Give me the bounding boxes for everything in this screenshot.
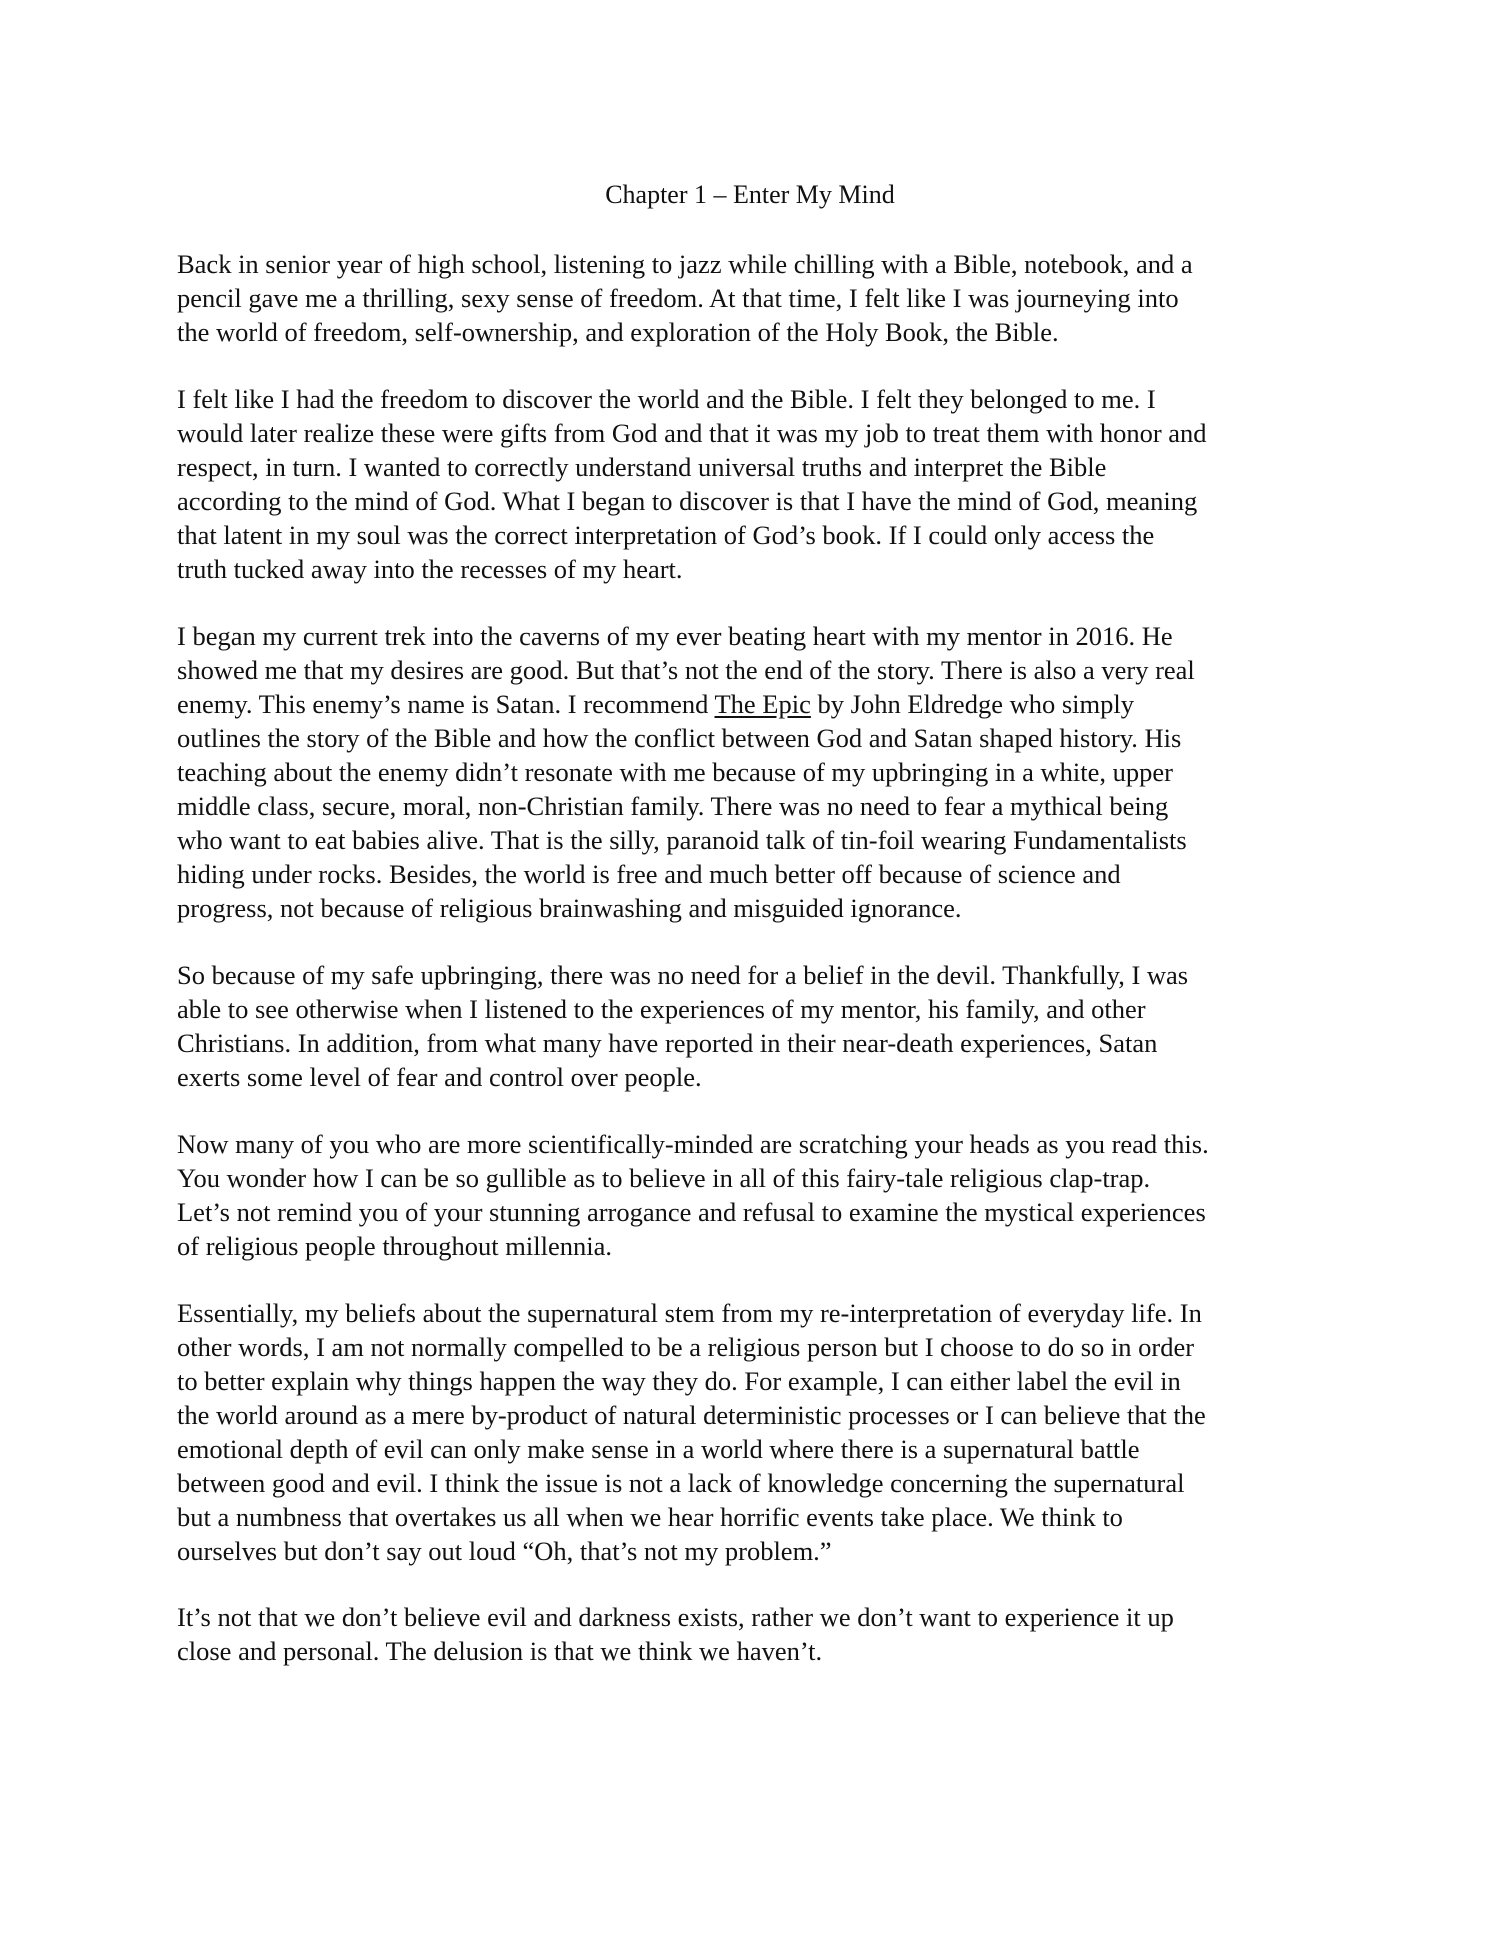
paragraph-line: the world around as a mere by-product of natural deterministic processes or I can believe that the — [177, 1400, 1206, 1430]
paragraph-line: ourselves but don’t say out loud “Oh, that’s not my problem.” — [177, 1536, 832, 1566]
paragraph-line: would later realize these were gifts from God and that it was my job to treat them with honor and — [177, 418, 1207, 448]
paragraph-1 — [177, 247, 1357, 349]
paragraph-4 — [177, 958, 1357, 1094]
paragraph-line: outlines the story of the Bible and how the conflict between God and Satan shaped history. His — [177, 723, 1182, 753]
paragraph-line: I began my current trek into the caverns of my ever beating heart with my mentor in 2016. He — [177, 621, 1173, 651]
line-text-after-title: by John Eldredge who simply — [810, 689, 1134, 719]
paragraph-5 — [177, 1127, 1357, 1263]
paragraph-line: showed me that my desires are good. But that’s not the end of the story. There is also a very real — [177, 655, 1195, 685]
paragraph-line: Let’s not remind you of your stunning arrogance and refusal to examine the mystical experiences — [177, 1197, 1206, 1227]
book-title-the-epic: The Epic — [714, 689, 811, 719]
paragraph-line: of religious people throughout millennia. — [177, 1231, 612, 1261]
paragraph-line: between good and evil. I think the issue is not a lack of knowledge concerning the supernatural — [177, 1468, 1185, 1498]
paragraph-line: Now many of you who are more scientifically-minded are scratching your heads as you read this. — [177, 1129, 1209, 1159]
line-text-before-title: enemy. This enemy’s name is Satan. I recommend — [177, 689, 715, 719]
paragraph-line: progress, not because of religious brainwashing and misguided ignorance. — [177, 893, 962, 923]
chapter-title: Chapter 1 – Enter My Mind — [605, 180, 895, 209]
paragraph-line: It’s not that we don’t believe evil and darkness exists, rather we don’t want to experience it up — [177, 1602, 1174, 1632]
paragraph-line: Essentially, my beliefs about the supernatural stem from my re-interpretation of everyday life. In — [177, 1298, 1202, 1328]
paragraph-line: pencil gave me a thrilling, sexy sense of freedom. At that time, I felt like I was journeying into — [177, 283, 1179, 313]
paragraph-line: exerts some level of fear and control over people. — [177, 1062, 702, 1092]
paragraph-line: Christians. In addition, from what many have reported in their near-death experiences, Satan — [177, 1028, 1158, 1058]
paragraph-line: close and personal. The delusion is that we think we haven’t. — [177, 1636, 823, 1666]
paragraph-line: that latent in my soul was the correct interpretation of God’s book. If I could only access the — [177, 520, 1155, 550]
paragraph-line: You wonder how I can be so gullible as to believe in all of this fairy-tale religious clap-trap. — [177, 1163, 1151, 1193]
paragraph-6 — [177, 1296, 1357, 1568]
paragraph-2 — [177, 382, 1357, 586]
paragraph-3 — [177, 619, 1357, 925]
paragraph-line: respect, in turn. I wanted to correctly understand universal truths and interpret the Bible — [177, 452, 1107, 482]
paragraph-line: So because of my safe upbringing, there was no need for a belief in the devil. Thankfully, I was — [177, 960, 1189, 990]
paragraph-line: emotional depth of evil can only make sense in a world where there is a supernatural battle — [177, 1434, 1140, 1464]
paragraph-line: other words, I am not normally compelled to be a religious person but I choose to do so in order — [177, 1332, 1195, 1362]
paragraph-line: who want to eat babies alive. That is the silly, paranoid talk of tin-foil wearing Fundamentalists — [177, 825, 1187, 855]
paragraph-line: truth tucked away into the recesses of my heart. — [177, 554, 683, 584]
paragraph-line: I felt like I had the freedom to discover the world and the Bible. I felt they belonged to me. I — [177, 384, 1156, 414]
paragraph-line: middle class, secure, moral, non-Christian family. There was no need to fear a mythical being — [177, 791, 1169, 821]
paragraph-line: Back in senior year of high school, listening to jazz while chilling with a Bible, notebook, and a — [177, 249, 1193, 279]
paragraph-line: according to the mind of God. What I began to discover is that I have the mind of God, meaning — [177, 486, 1198, 516]
paragraph-line: to better explain why things happen the way they do. For example, I can either label the evil in — [177, 1366, 1181, 1396]
paragraph-line: teaching about the enemy didn’t resonate with me because of my upbringing in a white, upper — [177, 757, 1173, 787]
paragraph-line: hiding under rocks. Besides, the world is free and much better off because of science and — [177, 859, 1121, 889]
paragraph-line: able to see otherwise when I listened to the experiences of my mentor, his family, and other — [177, 994, 1146, 1024]
paragraph-line: the world of freedom, self-ownership, and exploration of the Holy Book, the Bible. — [177, 317, 1059, 347]
paragraph-line: but a numbness that overtakes us all when we hear horrific events take place. We think to — [177, 1502, 1123, 1532]
paragraph-line-with-book-title — [177, 687, 1357, 721]
paragraph-7 — [177, 1600, 1357, 1668]
